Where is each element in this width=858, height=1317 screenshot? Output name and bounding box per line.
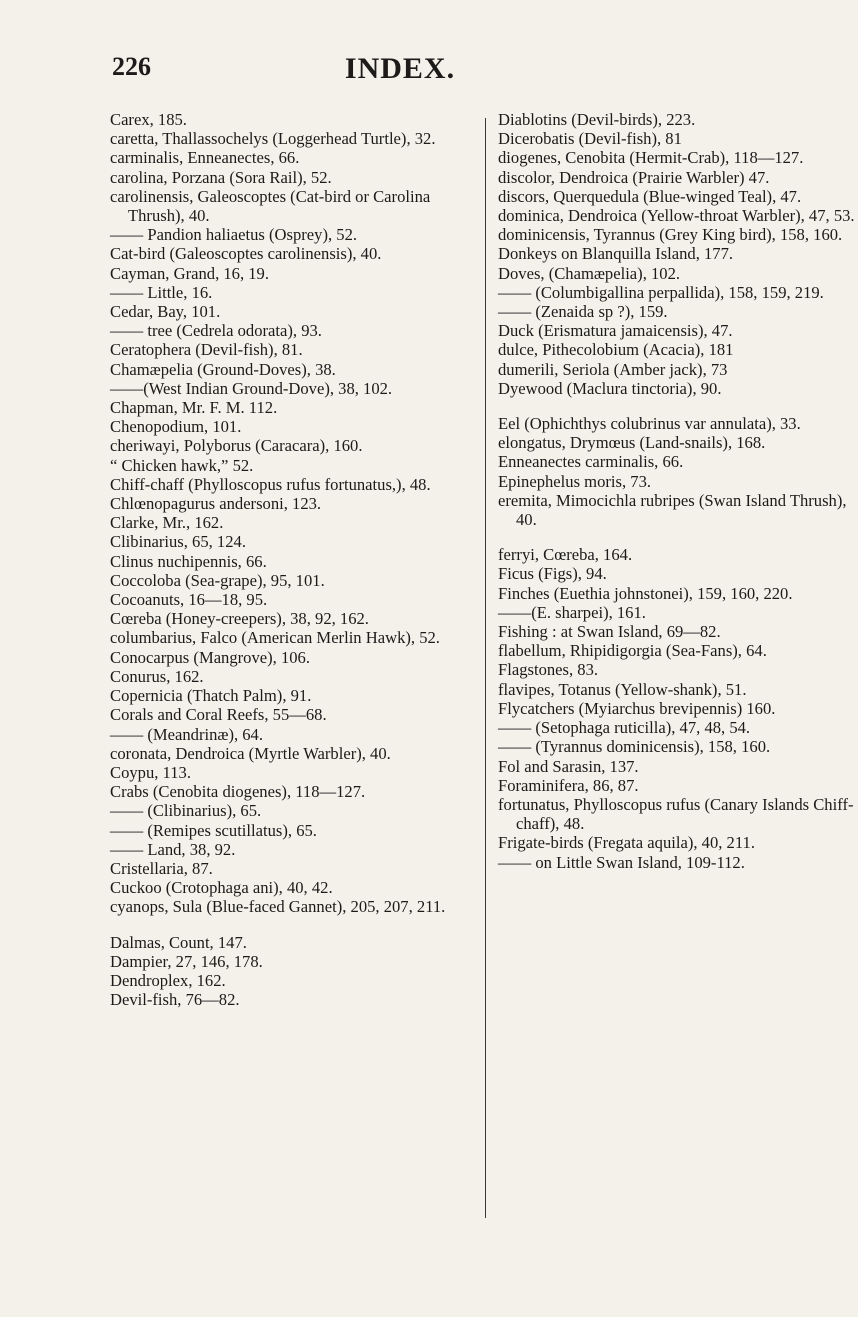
index-entry: Eel (Ophichthys colubrinus var annulata), 33. <box>498 414 801 434</box>
index-entry: Cœreba (Honey-creepers), 38, 92, 162. <box>110 609 369 629</box>
index-entry: Corals and Coral Reefs, 55—68. <box>110 705 327 725</box>
index-entry: Chamæpelia (Ground-Doves), 38. <box>110 359 336 379</box>
index-entry: Chenopodium, 101. <box>110 417 242 437</box>
index-entry: “ Chicken hawk,” 52. <box>110 455 254 475</box>
index-entry: discors, Querquedula (Blue-winged Teal), 47. <box>498 186 802 206</box>
index-entry: dulce, Pithecolobium (Acacia), 181 <box>498 340 734 360</box>
index-entry: —— (Columbigallina perpallida), 158, 159, 219. <box>498 282 824 302</box>
index-column-right <box>498 110 858 872</box>
index-entry: dumerili, Seriola (Amber jack), 73 <box>498 359 728 379</box>
index-entry: Cayman, Grand, 16, 19. <box>110 263 269 283</box>
index-entry: elongatus, Drymœus (Land-snails), 168. <box>498 433 766 453</box>
index-entry: Dendroplex, 162. <box>110 970 226 990</box>
index-entry: —— (Clibinarius), 65. <box>110 801 262 821</box>
index-entry: Donkeys on Blanquilla Island, 177. <box>498 244 734 264</box>
index-entry: discolor, Dendroica (Prairie Warbler) 47. <box>498 167 770 187</box>
index-entry: carminalis, Enneanectes, 66. <box>110 148 300 168</box>
index-entry: Chiff-chaff (Phylloscopus rufus fortunatus,), 48. <box>110 474 431 494</box>
index-entry: carolinensis, Galeoscoptes (Cat-bird or Carolina Thrush), 40. <box>110 186 431 226</box>
column-divider <box>485 118 486 1218</box>
index-entry: columbarius, Falco (American Merlin Hawk), 52. <box>110 628 440 648</box>
index-entry: —— (Zenaida sp ?), 159. <box>498 302 668 322</box>
index-entry: Epinephelus moris, 73. <box>498 471 652 491</box>
index-entry: —— Land, 38, 92. <box>110 839 236 859</box>
index-entry: —— Pandion haliaetus (Osprey), 52. <box>110 225 358 245</box>
index-entry: Dalmas, Count, 147. <box>110 932 247 952</box>
index-entry: caretta, Thallassochelys (Loggerhead Turtle), 32. <box>110 129 436 149</box>
index-entry: eremita, Mimocichla rubripes (Swan Island Thrush), 40. <box>498 490 847 530</box>
index-entry: ferryi, Cœreba, 164. <box>498 545 633 565</box>
index-entry: cheriwayi, Polyborus (Caracara), 160. <box>110 436 363 456</box>
index-entry: dominica, Dendroica (Yellow-throat Warbler), 47, 53. <box>498 206 855 226</box>
index-entry: carolina, Porzana (Sora Rail), 52. <box>110 167 332 187</box>
page-number: 226 <box>112 52 151 81</box>
index-entry: flabellum, Rhipidigorgia (Sea-Fans), 64. <box>498 641 767 661</box>
index-entry: Conurus, 162. <box>110 666 204 686</box>
index-entry: ——(E. sharpei), 161. <box>498 602 646 622</box>
index-entry: Dampier, 27, 146, 178. <box>110 951 263 971</box>
index-entry: Coypu, 113. <box>110 762 191 782</box>
page-header <box>0 52 800 92</box>
index-entry: —— on Little Swan Island, 109-112. <box>498 852 745 872</box>
index-entry: dominicensis, Tyrannus (Grey King bird), 158, 160. <box>498 225 843 245</box>
index-entry: ——(West Indian Ground-Dove), 38, 102. <box>110 378 393 398</box>
index-entry: Duck (Erismatura jamaicensis), 47. <box>498 321 733 341</box>
index-column-left <box>110 110 472 1009</box>
index-entry: Dicerobatis (Devil-fish), 81 <box>498 129 682 149</box>
index-entry: Ficus (Figs), 94. <box>498 564 607 584</box>
index-entry: diogenes, Cenobita (Hermit-Crab), 118—127. <box>498 148 804 168</box>
index-entry: Fishing : at Swan Island, 69—82. <box>498 622 721 642</box>
index-entry: Flycatchers (Myiarchus brevipennis) 160. <box>498 698 776 718</box>
index-entry: Finches (Euethia johnstonei), 159, 160, 220. <box>498 583 793 603</box>
index-entry: Crabs (Cenobita diogenes), 118—127. <box>110 782 366 802</box>
index-entry: Carex, 185. <box>110 110 187 129</box>
index-entry: Doves, (Chamæpelia), 102. <box>498 263 681 283</box>
index-entry: Copernicia (Thatch Palm), 91. <box>110 686 312 706</box>
index-entry: Coccoloba (Sea-grape), 95, 101. <box>110 570 325 590</box>
index-entry: Diablotins (Devil-birds), 223. <box>498 110 696 129</box>
index-entry: Clibinarius, 65, 124. <box>110 532 246 552</box>
index-entry: Clinus nuchipennis, 66. <box>110 551 267 571</box>
index-entry: Cedar, Bay, 101. <box>110 302 221 322</box>
index-entry: Chlœnopagurus andersoni, 123. <box>110 494 322 514</box>
index-entry: Cuckoo (Crotophaga ani), 40, 42. <box>110 878 333 898</box>
index-entry: Devil-fish, 76—82. <box>110 990 240 1010</box>
index-entry: —— (Tyrannus dominicensis), 158, 160. <box>498 737 771 757</box>
page-title: INDEX. <box>344 52 456 85</box>
index-entry: —— tree (Cedrela odorata), 93. <box>110 321 322 341</box>
index-entry: Cristellaria, 87. <box>110 858 213 878</box>
index-entry: Clarke, Mr., 162. <box>110 513 224 533</box>
index-entry: Ceratophera (Devil-fish), 81. <box>110 340 303 360</box>
index-entry: Frigate-birds (Fregata aquila), 40, 211. <box>498 833 755 853</box>
index-entry: —— (Meandrinæ), 64. <box>110 724 264 744</box>
index-entry: —— (Setophaga ruticilla), 47, 48, 54. <box>498 718 751 738</box>
index-entry: Flagstones, 83. <box>498 660 599 680</box>
index-entry: —— (Remipes scutillatus), 65. <box>110 820 317 840</box>
index-entry: —— Little, 16. <box>110 282 213 302</box>
index-entry: Foraminifera, 86, 87. <box>498 775 639 795</box>
index-entry: Cat-bird (Galeoscoptes carolinensis), 40. <box>110 244 382 264</box>
index-entry: Fol and Sarasin, 137. <box>498 756 639 776</box>
index-entry: Chapman, Mr. F. M. 112. <box>110 398 278 418</box>
index-entry: flavipes, Totanus (Yellow-shank), 51. <box>498 679 747 699</box>
index-entry: cyanops, Sula (Blue-faced Gannet), 205, 207, 211. <box>110 897 446 917</box>
index-entry: coronata, Dendroica (Myrtle Warbler), 40. <box>110 743 391 763</box>
index-entry: Dyewood (Maclura tinctoria), 90. <box>498 378 722 398</box>
index-entry: Conocarpus (Mangrove), 106. <box>110 647 311 667</box>
index-entry: Cocoanuts, 16—18, 95. <box>110 590 268 610</box>
index-entry: Enneanectes carminalis, 66. <box>498 452 684 472</box>
index-entry: fortunatus, Phylloscopus rufus (Canary Islands Chiff-chaff), 48. <box>498 794 854 834</box>
